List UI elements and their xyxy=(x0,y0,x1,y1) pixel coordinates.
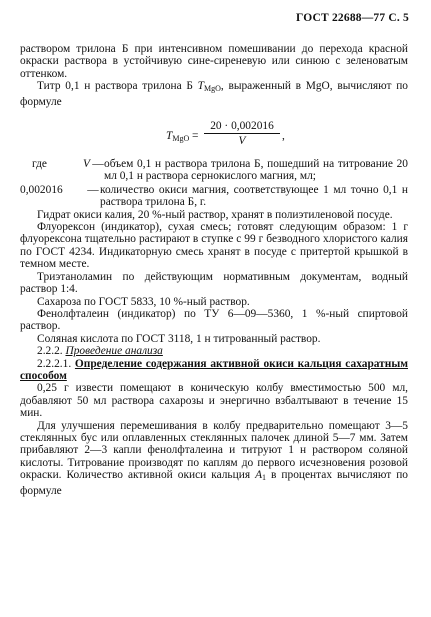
fraction-bar xyxy=(204,133,280,134)
paragraph-triethanolamine: Триэтаноламин по действующим нормативным документам, водный раствор 1:4. xyxy=(20,270,408,296)
paragraph-hcl: Соляная кислота по ГОСТ 3118, 1 н титрованный раствор. xyxy=(37,332,321,345)
formula-titer xyxy=(20,116,408,152)
where-term-coefficient: 0,002016 xyxy=(20,183,63,196)
where-label: где xyxy=(32,158,47,171)
where-item-coefficient xyxy=(20,184,408,209)
paragraph-continuation: раствором трилона Б при интенсивном помешивании до перехода красной окраски раствора в устойчивую сине-сиреневую или синюю с зеленоватым оттенком. xyxy=(20,43,408,80)
page-header: ГОСТ 22688—77 С. 5 xyxy=(296,12,409,24)
where-dash: — xyxy=(87,183,99,196)
page-body xyxy=(20,43,408,497)
formula-comma: , xyxy=(282,130,285,143)
paragraph-fluorexon: Флуорексон (индикатор), сухая смесь; готовят следующим образом: 1 г флуорексона тщательно растирают в ступке с 99 г безводного хлористого калия по ГОСТ 4234. Индикаторную смесь хранят в посуде с притертой крышкой в темном месте. xyxy=(20,221,408,271)
paragraph-mixing: Для улучшения перемешивания в колбу предварительно помещают 3—5 стеклянных бус или оплавленных стеклянных палочек длиной 5—7 мм. Затем прибавляют 2—3 капли фенолфталеина и титруют 1 н раствором соляной кислоты. Титрование производят по каплям до первого исчезновения розовой окраски. Количество активной окиси кальция $A_1$ в процентах вычисляют по формуле xyxy=(20,419,408,497)
where-definition-volume: объем 0,1 н раствора трилона Б, пошедший на титрование 20 мл 0,1 н раствора сернокислого магния, мл; xyxy=(104,158,408,183)
where-term-v: V xyxy=(83,158,90,171)
where-dash: — xyxy=(92,158,104,171)
formula-lhs: $T_{MgO}$ xyxy=(166,130,190,144)
formula-equals: = xyxy=(192,130,199,143)
section-heading-analysis: 2.2.2. Проведение анализа xyxy=(37,345,163,358)
paragraph-phenolphthalein: Фенолфталеин (индикатор) по ТУ 6—09—5360, 1 %-ный спиртовой раствор. xyxy=(20,307,408,333)
formula-numerator: 20 · 0,002016 xyxy=(210,120,274,133)
paragraph-procedure: 0,25 г извести помещают в коническую колбу вместимостью 500 мл, добавляют 50 мл раствора сахарозы и энергично взбалтывают в течение 15 мин. xyxy=(20,382,408,420)
section-heading-active-cao: 2.2.2.1. Определение содержания активной окиси кальция сахаратным способом xyxy=(20,357,408,382)
formula-denominator: V xyxy=(238,135,246,148)
paragraph-sucrose: Сахароза по ГОСТ 5833, 10 %-ный раствор. xyxy=(37,295,250,308)
paragraph-koh: Гидрат окиси калия, 20 %-ный раствор, хранят в полиэтиленовой посуде. xyxy=(37,208,393,221)
paragraph-titer: Титр 0,1 н раствора трилона Б $T_{MgO}$, выраженный в MgO, вычисляют по формуле xyxy=(20,80,408,108)
where-definition-coefficient: количество окиси магния, соответствующее 1 мл точно 0,1 н раствора трилона Б, г. xyxy=(100,183,408,209)
where-item-volume xyxy=(20,158,408,183)
